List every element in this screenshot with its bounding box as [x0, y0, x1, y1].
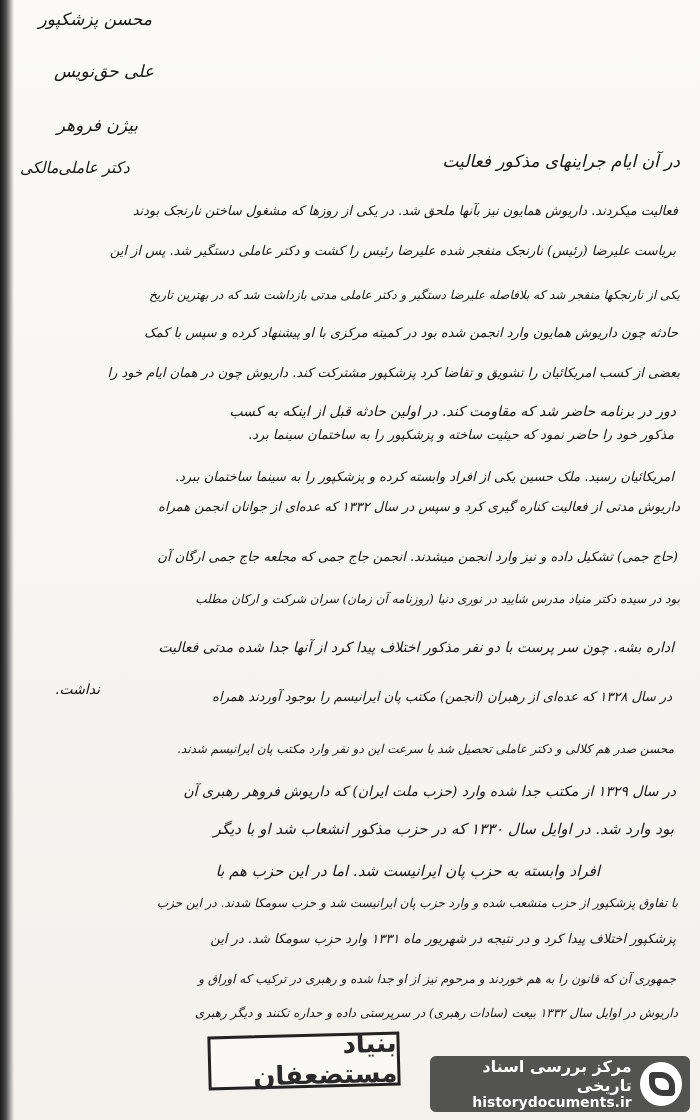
- archive-watermark: [430, 1056, 690, 1112]
- text-line-18: بود وارد شد. در اوایل سال ۱۳۳۰ که در حزب مذکور انشعاب شد او با دیگر: [213, 820, 674, 838]
- name-line-4: دکتر عاملی‌مالکی: [20, 158, 130, 177]
- archive-stamp: [207, 1028, 400, 1093]
- archive-stamp-text: بنیاد مستضعفان: [252, 1028, 398, 1093]
- text-line-19: افراد وابسته به حزب پان ایرانیست شد. اما در این حزب هم با: [215, 862, 600, 880]
- name-line-3: بیژن فروهر: [56, 116, 138, 136]
- scan-edge-shadow: [0, 0, 14, 1120]
- text-line-8: مذکور خود را حاضر نمود که حیثیت ساخته و پزشکپور را به ساختمان سینما برد.: [248, 428, 674, 443]
- text-line-3: بریاست علیرضا (رئیس) نارنجک منفجر شده علیرضا رئیس را کشت و دکتر عاملی دستگیر شد. پس از این: [109, 244, 676, 259]
- text-line-14: نداشت.: [54, 682, 100, 698]
- text-line-1: در آن ایام جراینهای مذکور فعالیت: [442, 152, 680, 172]
- text-line-12: بود در سیده دکتر منیاد مدرس شایید در نوری دنیا (روزنامه آن زمان) سران شرکت و ارکان مطلب: [195, 592, 680, 606]
- text-line-13: اداره بشه. چون سر پرست با دو نفر مذکور اختلاف پیدا کرد از آنها جدا شده مدتی فعالیت: [158, 640, 674, 656]
- text-line-22: جمهوری آن که قانون را به هم خوردند و مرحوم نیز از او جدا شده و رهبری در ترکیب که اوراق و: [198, 972, 676, 986]
- text-line-20: با تفاوق پزشکپور از حزب منشعب شده و وارد حزب پان ایرانیست شد و حزب سومکا شدند. در این حزب: [156, 896, 678, 910]
- text-line-16: محسن صدر هم کلالی و دکتر عاملی تحصیل شد با سرعت این دو نفر وارد مکتب پان ایرانیسم شدند.: [177, 742, 674, 756]
- text-line-15: در سال ۱۳۲۸ که عده‌ای از رهبران (انجمن) مکتب پان ایرانیسم را بوجود آوردند همراه: [212, 690, 672, 705]
- name-line-2: علی حق‌نویس: [54, 62, 154, 82]
- text-line-7: دور در برنامه حاضر شد که مقاومت کند. در اولین حادثه قبل از اینکه به کسب: [229, 404, 676, 420]
- text-line-23: داریوش در اوایل سال ۱۳۳۲ بیعت (سادات رهبری) در سرپرستی داده و حداره نکنند و دیگر رهبری: [195, 1006, 678, 1020]
- text-line-11: (حاج جمی) تشکیل داده و نیز وارد انجمن میشدند. انجمن جاج جمی که مجلعه جاج جمی ارگان آن: [157, 550, 678, 565]
- text-line-2: فعالیت میکردند. داریوش همایون نیز بآنها ملحق شد. در یکی از روزها که مشغول ساختن نارنجک بودند: [132, 204, 678, 219]
- text-line-5: حادثه چون داریوش همایون وارد انجمن شده بود در کمیته مرکزی با او پیشنهاد کرده و سپس با کمک: [144, 326, 678, 341]
- watermark-text: [430, 1057, 632, 1111]
- archive-logo-icon: [640, 1062, 682, 1106]
- text-line-9: امریکائیان رسید. ملک حسین یکی از افراد وابسته کرده و پزشکپور را به سینما ساختمان ببرد.: [174, 470, 674, 485]
- text-line-6: بعضی از کسب امریکائیان را تشویق و تقاضا کرد پزشکپور مشترکت کند. داریوش چون در همان ایام خود را: [107, 366, 680, 381]
- watermark-url: historydocuments.ir: [472, 1095, 632, 1111]
- watermark-title: مرکز بررسی اسناد تاریخی: [482, 1057, 632, 1095]
- name-line-1: محسن پزشکپور: [38, 10, 152, 30]
- text-line-21: پزشکپور اختلاف پیدا کرد و در نتیجه در شهریور ماه ۱۳۳۱ وارد حزب سومکا شد. در این: [210, 932, 676, 947]
- text-line-10: داریوش مدتی از فعالیت کناره گیری کرد و سپس در سال ۱۳۳۲ که عده‌ای از جوانان انجمن همراه: [158, 500, 680, 515]
- text-line-4: یکی از نارنجکها منفجر شد که بلافاصله علیرضا دستگیر و دکتر عاملی مدتی بازداشت شد که در بهترین تاریخ: [149, 288, 680, 302]
- text-line-17: در سال ۱۳۲۹ از مکتب جدا شده وارد (حزب ملت ایران) که داریوش فروهر رهبری آن: [183, 784, 676, 800]
